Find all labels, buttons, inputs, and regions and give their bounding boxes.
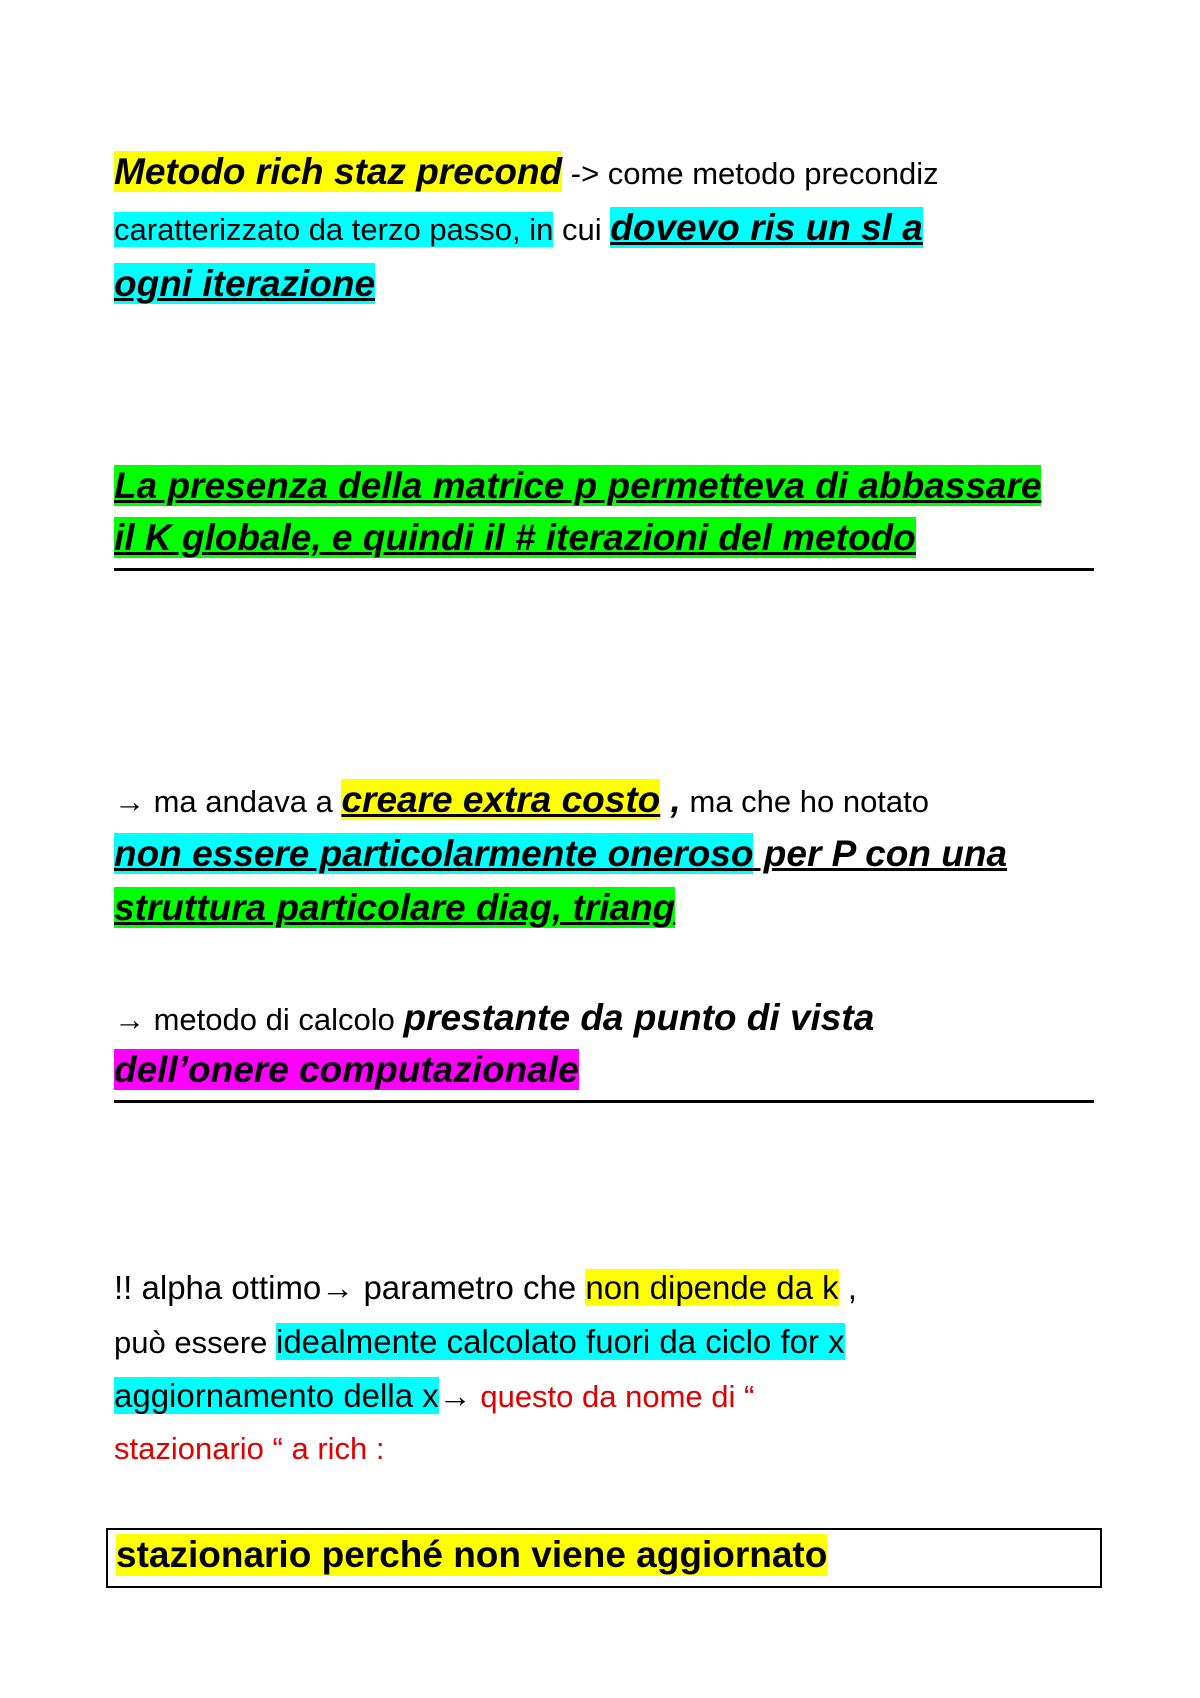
- block4-line1: [114, 996, 874, 1040]
- boxed-statement: [106, 1528, 1102, 1588]
- block2-line1: [114, 464, 1041, 508]
- block3-line1-plain: ma andava a: [145, 784, 342, 819]
- block2-line2-text: il K globale, e quindi il # iterazioni del metodo: [114, 517, 916, 558]
- block5-line1-mid: parametro che: [354, 1269, 586, 1306]
- arrow-icon: →: [438, 1377, 472, 1414]
- block1-title: Metodo rich staz precond: [114, 151, 563, 192]
- block4-line1-plain: metodo di calcolo: [145, 1002, 404, 1037]
- block3-line3: [114, 886, 675, 930]
- arrow-icon: →: [114, 784, 145, 819]
- block1-line1: [114, 150, 939, 194]
- block3-line3-emph-green: struttura particolare diag, triang: [114, 887, 676, 928]
- block1-line2-cyan: caratterizzato da terzo passo, in: [114, 212, 554, 247]
- boxed-statement-text: stazionario perché non viene aggiornato: [116, 1534, 828, 1575]
- block5-line1: [114, 1268, 857, 1308]
- block4-underline-rule: [114, 1100, 1094, 1103]
- block5-line3-red: questo da nome di “: [471, 1379, 755, 1414]
- block1-line2: [114, 206, 923, 250]
- block1-line2-plain: cui: [553, 212, 611, 247]
- block1-line3-emph: ogni iterazione: [114, 263, 376, 304]
- block5-line4-red: stazionario “ a rich :: [114, 1431, 385, 1466]
- block5-line3-cyan: aggiornamento della x: [114, 1377, 439, 1414]
- block5-line3: [114, 1376, 754, 1416]
- block2-underline-rule: [114, 568, 1094, 571]
- block4-line2: [114, 1048, 579, 1092]
- block2-line2: [114, 516, 916, 560]
- arrow-icon: →: [114, 1002, 145, 1037]
- block5-line1-tail: ,: [838, 1269, 857, 1306]
- block3-line2-emph-tail: per P con una: [753, 833, 1008, 874]
- block1-line3: [114, 262, 375, 306]
- block5-line1-yellow: non dipende da k: [585, 1269, 839, 1306]
- block1-after-title: -> come metodo precondiz: [562, 156, 939, 191]
- block3-line1-emph: creare extra costo: [341, 779, 661, 820]
- block1-line2-emph: dovevo ris un sl a: [610, 207, 923, 248]
- block5-line2-cyan: idealmente calcolato fuori da ciclo for x: [276, 1323, 845, 1360]
- block3-line2-emph-cyan: non essere particolarmente oneroso: [114, 833, 754, 874]
- block3-line1-tail: ma che ho notato: [680, 784, 930, 819]
- block5-line4: [114, 1430, 385, 1467]
- block4-line1-emph: prestante da punto di vista: [403, 997, 875, 1038]
- block5-line2-plain: può essere: [114, 1325, 276, 1360]
- block5-line2: [114, 1322, 845, 1362]
- block3-line2: [114, 832, 1007, 876]
- block2-line1-text: La presenza della matrice p permetteva di abbassare: [114, 465, 1042, 506]
- block5-line1-plain: !! alpha ottimo: [114, 1269, 322, 1306]
- arrow-icon: →: [321, 1269, 355, 1306]
- block3-line1-comma: ,: [660, 779, 681, 820]
- block3-line1: [114, 778, 929, 822]
- block4-line2-emph-magenta: dell’onere computazionale: [114, 1049, 579, 1090]
